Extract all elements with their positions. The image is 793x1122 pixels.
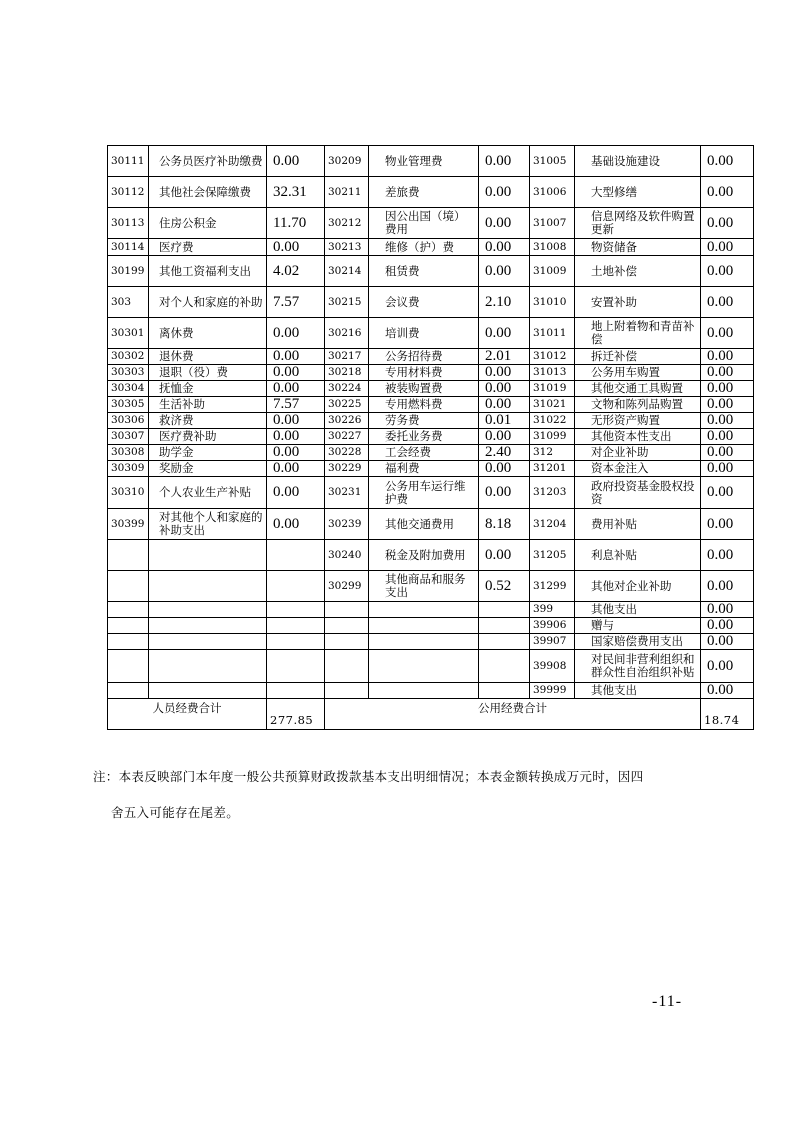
name-cell: 公务员医疗补助缴费 [149, 146, 267, 177]
code-cell: 30305 [108, 397, 149, 413]
table-body [108, 146, 754, 699]
name-cell [149, 618, 267, 634]
name-cell: 生活补助 [149, 397, 267, 413]
value-cell: 0.00 [479, 256, 530, 287]
value-cell: 0.00 [267, 509, 325, 540]
name-cell: 拆迁补偿 [575, 349, 701, 365]
name-cell [149, 683, 267, 699]
code-cell: 31019 [530, 381, 575, 397]
value-cell: 0.00 [479, 381, 530, 397]
name-cell: 费用补贴 [575, 509, 701, 540]
name-cell: 公务招待费 [369, 349, 479, 365]
code-cell: 30224 [325, 381, 369, 397]
value-cell: 0.00 [701, 349, 754, 365]
totals-row [108, 699, 754, 730]
page-number: -11- [652, 993, 683, 1010]
code-cell: 31013 [530, 365, 575, 381]
code-cell: 30213 [325, 239, 369, 256]
code-cell: 30310 [108, 477, 149, 509]
name-cell: 医疗费补助 [149, 429, 267, 445]
code-cell: 31203 [530, 477, 575, 509]
name-cell: 赠与 [575, 618, 701, 634]
note-line-1: 注：本表反映部门本年度一般公共预算财政拨款基本支出明细情况；本表金额转换成万元时，因四 [93, 769, 644, 784]
table-row [108, 634, 754, 650]
code-cell: 31205 [530, 540, 575, 571]
name-cell: 其他支出 [575, 683, 701, 699]
code-cell: 31201 [530, 461, 575, 477]
code-cell [325, 634, 369, 650]
name-cell: 地上附着物和青苗补偿 [575, 318, 701, 349]
value-cell: 0.00 [479, 318, 530, 349]
value-cell [267, 571, 325, 602]
value-cell: 0.00 [701, 318, 754, 349]
name-cell: 其他交通工具购置 [575, 381, 701, 397]
value-cell [479, 602, 530, 618]
code-cell: 31021 [530, 397, 575, 413]
name-cell: 抚恤金 [149, 381, 267, 397]
table-row [108, 540, 754, 571]
code-cell: 30215 [325, 287, 369, 318]
code-cell: 31005 [530, 146, 575, 177]
code-cell: 31204 [530, 509, 575, 540]
name-cell: 对企业补助 [575, 445, 701, 461]
expenditure-table [107, 145, 754, 730]
value-cell [267, 634, 325, 650]
name-cell: 文物和陈列品购置 [575, 397, 701, 413]
code-cell: 399 [530, 602, 575, 618]
code-cell [108, 683, 149, 699]
code-cell: 30399 [108, 509, 149, 540]
value-cell [479, 650, 530, 683]
name-cell: 基础设施建设 [575, 146, 701, 177]
personnel-total-label: 人员经费合计 [108, 699, 267, 730]
value-cell: 4.02 [267, 256, 325, 287]
name-cell: 住房公积金 [149, 208, 267, 239]
value-cell: 0.00 [701, 477, 754, 509]
value-cell: 0.00 [701, 381, 754, 397]
code-cell: 30217 [325, 349, 369, 365]
code-cell: 30113 [108, 208, 149, 239]
value-cell: 0.00 [701, 618, 754, 634]
table-row [108, 146, 754, 177]
code-cell: 30231 [325, 477, 369, 509]
value-cell: 0.00 [267, 429, 325, 445]
table-row [108, 349, 754, 365]
value-cell: 7.57 [267, 397, 325, 413]
name-cell: 其他对企业补助 [575, 571, 701, 602]
name-cell [149, 571, 267, 602]
value-cell: 0.00 [479, 477, 530, 509]
value-cell: 0.00 [479, 397, 530, 413]
value-cell: 0.00 [701, 540, 754, 571]
name-cell: 其他资本性支出 [575, 429, 701, 445]
name-cell: 差旅费 [369, 177, 479, 208]
name-cell [369, 602, 479, 618]
code-cell: 30239 [325, 509, 369, 540]
table-row [108, 208, 754, 239]
value-cell: 0.00 [479, 461, 530, 477]
table-row [108, 365, 754, 381]
note-line-2: 舍五入可能存在尾差。 [111, 805, 240, 820]
value-cell: 8.18 [479, 509, 530, 540]
name-cell: 奖励金 [149, 461, 267, 477]
name-cell: 维修（护）费 [369, 239, 479, 256]
value-cell: 0.00 [701, 397, 754, 413]
code-cell: 30299 [325, 571, 369, 602]
code-cell: 30212 [325, 208, 369, 239]
code-cell: 39906 [530, 618, 575, 634]
name-cell: 其他交通费用 [369, 509, 479, 540]
code-cell: 30214 [325, 256, 369, 287]
name-cell [149, 602, 267, 618]
name-cell: 其他工资福利支出 [149, 256, 267, 287]
value-cell: 0.00 [701, 683, 754, 699]
table-row [108, 509, 754, 540]
value-cell: 0.00 [479, 208, 530, 239]
code-cell: 30227 [325, 429, 369, 445]
name-cell [369, 618, 479, 634]
table-row [108, 177, 754, 208]
value-cell: 0.00 [267, 413, 325, 429]
table-row [108, 618, 754, 634]
table-row [108, 650, 754, 683]
code-cell [325, 618, 369, 634]
name-cell [369, 634, 479, 650]
name-cell: 被装购置费 [369, 381, 479, 397]
name-cell: 工会经费 [369, 445, 479, 461]
value-cell: 0.00 [267, 381, 325, 397]
value-cell [267, 602, 325, 618]
value-cell: 0.00 [267, 146, 325, 177]
code-cell: 30228 [325, 445, 369, 461]
value-cell: 0.00 [479, 239, 530, 256]
code-cell: 30225 [325, 397, 369, 413]
table-row [108, 287, 754, 318]
code-cell: 31012 [530, 349, 575, 365]
code-cell: 30229 [325, 461, 369, 477]
code-cell: 30226 [325, 413, 369, 429]
table-row [108, 445, 754, 461]
name-cell: 助学金 [149, 445, 267, 461]
name-cell [149, 650, 267, 683]
public-total-value: 18.74 [701, 699, 754, 730]
code-cell: 312 [530, 445, 575, 461]
name-cell: 国家赔偿费用支出 [575, 634, 701, 650]
name-cell: 安置补助 [575, 287, 701, 318]
code-cell: 31022 [530, 413, 575, 429]
code-cell [325, 650, 369, 683]
value-cell: 32.31 [267, 177, 325, 208]
value-cell: 2.40 [479, 445, 530, 461]
name-cell [369, 650, 479, 683]
name-cell [149, 634, 267, 650]
code-cell: 30209 [325, 146, 369, 177]
code-cell: 30301 [108, 318, 149, 349]
name-cell: 对民间非营利组织和群众性自治组织补贴 [575, 650, 701, 683]
code-cell: 30302 [108, 349, 149, 365]
value-cell: 0.00 [701, 509, 754, 540]
code-cell: 30309 [108, 461, 149, 477]
name-cell: 劳务费 [369, 413, 479, 429]
code-cell: 39907 [530, 634, 575, 650]
code-cell: 30306 [108, 413, 149, 429]
code-cell: 30304 [108, 381, 149, 397]
value-cell: 0.00 [267, 477, 325, 509]
name-cell: 医疗费 [149, 239, 267, 256]
code-cell: 31009 [530, 256, 575, 287]
name-cell: 个人农业生产补贴 [149, 477, 267, 509]
code-cell: 30303 [108, 365, 149, 381]
value-cell: 0.00 [701, 634, 754, 650]
name-cell: 无形资产购置 [575, 413, 701, 429]
code-cell [108, 618, 149, 634]
code-cell: 30111 [108, 146, 149, 177]
value-cell [267, 540, 325, 571]
code-cell: 30218 [325, 365, 369, 381]
value-cell: 0.00 [701, 445, 754, 461]
value-cell: 0.00 [701, 413, 754, 429]
name-cell [149, 540, 267, 571]
table-row [108, 477, 754, 509]
value-cell: 0.00 [701, 239, 754, 256]
value-cell: 0.01 [479, 413, 530, 429]
code-cell [108, 571, 149, 602]
value-cell [267, 618, 325, 634]
table-row [108, 397, 754, 413]
value-cell: 0.00 [267, 239, 325, 256]
code-cell: 30199 [108, 256, 149, 287]
name-cell: 退休费 [149, 349, 267, 365]
value-cell: 0.00 [267, 461, 325, 477]
name-cell: 政府投资基金股权投资 [575, 477, 701, 509]
code-cell: 30211 [325, 177, 369, 208]
table-row [108, 239, 754, 256]
code-cell: 31010 [530, 287, 575, 318]
code-cell: 39999 [530, 683, 575, 699]
value-cell: 0.00 [479, 540, 530, 571]
value-cell: 0.00 [701, 208, 754, 239]
value-cell [479, 634, 530, 650]
value-cell: 0.00 [267, 349, 325, 365]
code-cell [108, 540, 149, 571]
name-cell: 对个人和家庭的补助 [149, 287, 267, 318]
table-row [108, 461, 754, 477]
code-cell: 30308 [108, 445, 149, 461]
table-row [108, 602, 754, 618]
name-cell: 物业管理费 [369, 146, 479, 177]
name-cell: 资本金注入 [575, 461, 701, 477]
code-cell: 30240 [325, 540, 369, 571]
code-cell: 31299 [530, 571, 575, 602]
value-cell: 0.00 [701, 571, 754, 602]
name-cell: 福利费 [369, 461, 479, 477]
value-cell: 0.52 [479, 571, 530, 602]
code-cell: 31008 [530, 239, 575, 256]
name-cell: 租赁费 [369, 256, 479, 287]
name-cell: 对其他个人和家庭的补助支出 [149, 509, 267, 540]
code-cell [108, 634, 149, 650]
name-cell: 利息补贴 [575, 540, 701, 571]
code-cell: 30216 [325, 318, 369, 349]
name-cell: 其他支出 [575, 602, 701, 618]
table-row [108, 571, 754, 602]
name-cell: 因公出国（境）费用 [369, 208, 479, 239]
table-row [108, 413, 754, 429]
value-cell: 0.00 [701, 650, 754, 683]
value-cell [267, 650, 325, 683]
code-cell: 30307 [108, 429, 149, 445]
public-total-label: 公用经费合计 [325, 699, 701, 730]
table-row [108, 429, 754, 445]
value-cell: 0.00 [479, 177, 530, 208]
value-cell [479, 683, 530, 699]
name-cell [369, 683, 479, 699]
name-cell: 公务用车运行维护费 [369, 477, 479, 509]
value-cell: 2.01 [479, 349, 530, 365]
code-cell [108, 650, 149, 683]
value-cell: 0.00 [701, 429, 754, 445]
table-row [108, 256, 754, 287]
name-cell: 会议费 [369, 287, 479, 318]
name-cell: 税金及附加费用 [369, 540, 479, 571]
name-cell: 土地补偿 [575, 256, 701, 287]
name-cell: 专用燃料费 [369, 397, 479, 413]
name-cell: 其他社会保障缴费 [149, 177, 267, 208]
code-cell: 30112 [108, 177, 149, 208]
name-cell: 大型修缮 [575, 177, 701, 208]
value-cell: 0.00 [701, 177, 754, 208]
code-cell: 39908 [530, 650, 575, 683]
code-cell: 31099 [530, 429, 575, 445]
value-cell: 2.10 [479, 287, 530, 318]
value-cell: 0.00 [701, 287, 754, 318]
code-cell: 31006 [530, 177, 575, 208]
value-cell: 0.00 [701, 602, 754, 618]
value-cell: 11.70 [267, 208, 325, 239]
code-cell [325, 683, 369, 699]
table-row [108, 318, 754, 349]
value-cell: 0.00 [267, 445, 325, 461]
name-cell: 公务用车购置 [575, 365, 701, 381]
value-cell: 0.00 [479, 365, 530, 381]
value-cell: 0.00 [701, 365, 754, 381]
name-cell: 专用材料费 [369, 365, 479, 381]
code-cell: 303 [108, 287, 149, 318]
value-cell: 0.00 [701, 461, 754, 477]
code-cell: 31011 [530, 318, 575, 349]
code-cell: 31007 [530, 208, 575, 239]
value-cell: 0.00 [701, 146, 754, 177]
personnel-total-value: 277.85 [267, 699, 325, 730]
value-cell [479, 618, 530, 634]
value-cell [267, 683, 325, 699]
value-cell: 0.00 [701, 256, 754, 287]
name-cell: 物资储备 [575, 239, 701, 256]
code-cell [325, 602, 369, 618]
table-row [108, 381, 754, 397]
value-cell: 0.00 [479, 429, 530, 445]
name-cell: 信息网络及软件购置更新 [575, 208, 701, 239]
value-cell: 0.00 [267, 365, 325, 381]
table-row [108, 683, 754, 699]
value-cell: 0.00 [267, 318, 325, 349]
name-cell: 救济费 [149, 413, 267, 429]
code-cell: 30114 [108, 239, 149, 256]
name-cell: 离休费 [149, 318, 267, 349]
name-cell: 培训费 [369, 318, 479, 349]
code-cell [108, 602, 149, 618]
value-cell: 0.00 [479, 146, 530, 177]
name-cell: 退职（役）费 [149, 365, 267, 381]
value-cell: 7.57 [267, 287, 325, 318]
name-cell: 其他商品和服务支出 [369, 571, 479, 602]
name-cell: 委托业务费 [369, 429, 479, 445]
